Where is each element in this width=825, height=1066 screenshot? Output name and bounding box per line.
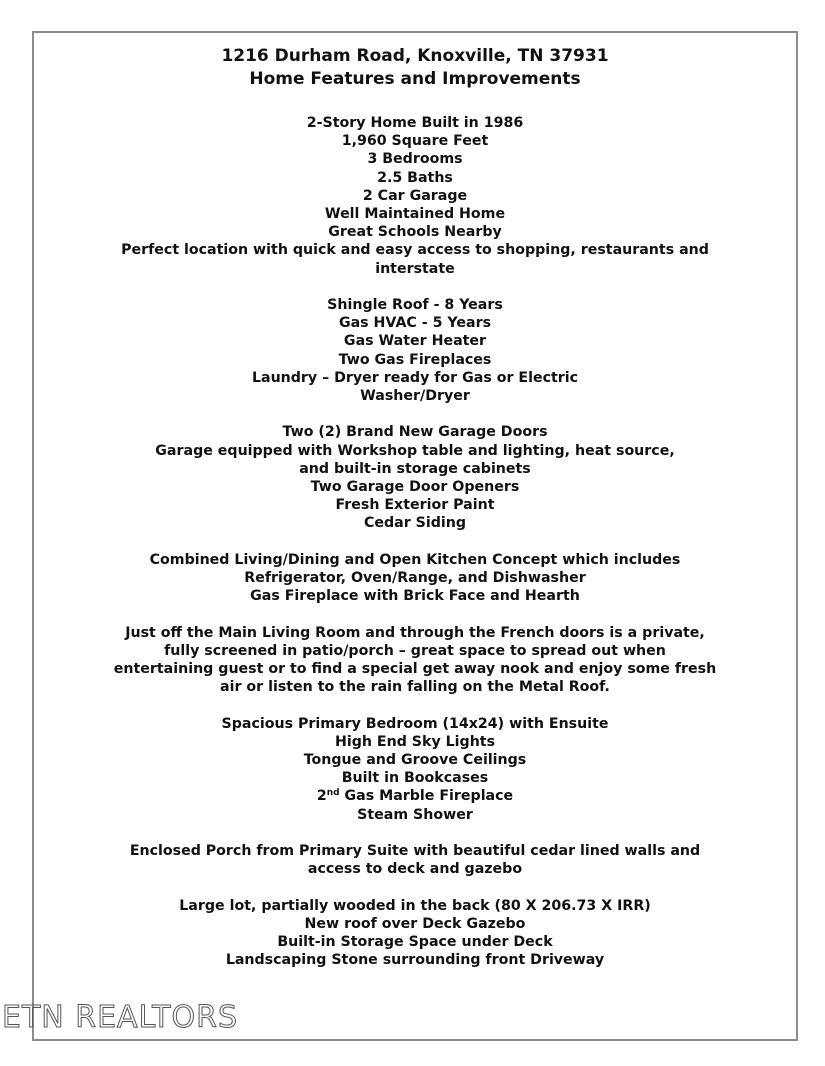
feature-line: Enclosed Porch from Primary Suite with beautiful cedar lined walls and <box>129 843 701 860</box>
address-heading: 1216 Durham Road, Knoxville, TN 37931 <box>221 46 609 66</box>
feature-line: Large lot, partially wooded in the back (80 X 206.73 X IRR) <box>179 897 651 914</box>
document-subtitle: Home Features and Improvements <box>249 69 581 89</box>
feature-section <box>34 715 796 824</box>
fireplace-ordinal: 2 <box>316 788 327 805</box>
feature-line: Gas Water Heater <box>343 333 487 350</box>
feature-line: Fresh Exterior Paint <box>335 497 495 514</box>
feature-line: Gas Fireplace with Brick Face and Hearth <box>250 588 580 605</box>
feature-line: Garage equipped with Workshop table and lighting, heat source, <box>155 442 675 459</box>
feature-line: Landscaping Stone surrounding front Driveway <box>225 952 605 969</box>
feature-line: Spacious Primary Bedroom (14x24) with Ensuite <box>221 715 609 732</box>
feature-section <box>34 897 796 970</box>
features-list <box>34 114 796 969</box>
document-body <box>34 45 796 969</box>
feature-line: Washer/Dryer <box>360 388 470 405</box>
realtor-watermark: ETN REALTORS <box>2 1000 238 1035</box>
feature-line: air or listen to the rain falling on the Metal Roof. <box>220 679 610 696</box>
feature-section <box>34 114 796 278</box>
feature-line: Two Garage Door Openers <box>310 479 520 496</box>
feature-line: fully screened in patio/porch – great space to spread out when <box>164 642 666 659</box>
feature-line: and built-in storage cabinets <box>299 460 531 477</box>
feature-section <box>34 423 796 532</box>
feature-line: Well Maintained Home <box>324 206 506 223</box>
feature-line: interstate <box>375 260 455 277</box>
feature-section <box>34 624 796 697</box>
feature-line: High End Sky Lights <box>334 733 496 750</box>
feature-line: Refrigerator, Oven/Range, and Dishwasher <box>244 570 586 587</box>
feature-line: Two (2) Brand New Garage Doors <box>282 424 548 441</box>
feature-line: Two Gas Fireplaces <box>338 351 492 368</box>
feature-section <box>34 551 796 606</box>
feature-line: Steam Shower <box>357 806 473 823</box>
feature-line: Just off the Main Living Room and through the French doors is a private, <box>125 624 705 641</box>
feature-line: Laundry – Dryer ready for Gas or Electric <box>251 369 579 386</box>
feature-line: New roof over Deck Gazebo <box>304 915 526 932</box>
feature-section <box>34 842 796 878</box>
feature-line: Great Schools Nearby <box>328 224 502 241</box>
feature-line: entertaining guest or to find a special get away nook and enjoy some fresh <box>113 661 717 678</box>
fireplace-text: Gas Marble Fireplace <box>339 788 514 805</box>
feature-line: Built-in Storage Space under Deck <box>277 934 553 951</box>
feature-line: 2 Car Garage <box>362 187 468 204</box>
feature-line: 2-Story Home Built in 1986 <box>306 115 524 131</box>
feature-line: Tongue and Groove Ceilings <box>303 752 527 769</box>
feature-line <box>34 787 796 805</box>
feature-line: Perfect location with quick and easy access to shopping, restaurants and <box>121 242 709 259</box>
feature-line: access to deck and gazebo <box>307 861 523 878</box>
feature-line: 1,960 Square Feet <box>341 133 489 150</box>
ordinal-suffix: nd <box>326 788 340 799</box>
feature-section <box>34 296 796 405</box>
feature-line: Combined Living/Dining and Open Kitchen Concept which includes <box>149 551 681 568</box>
feature-line: 3 Bedrooms <box>367 151 463 168</box>
feature-line: Gas HVAC - 5 Years <box>338 315 492 332</box>
feature-line: 2.5 Baths <box>377 169 453 186</box>
feature-line: Built in Bookcases <box>341 770 489 787</box>
feature-line: Shingle Roof - 8 Years <box>327 297 503 314</box>
feature-line: Cedar Siding <box>363 515 467 532</box>
